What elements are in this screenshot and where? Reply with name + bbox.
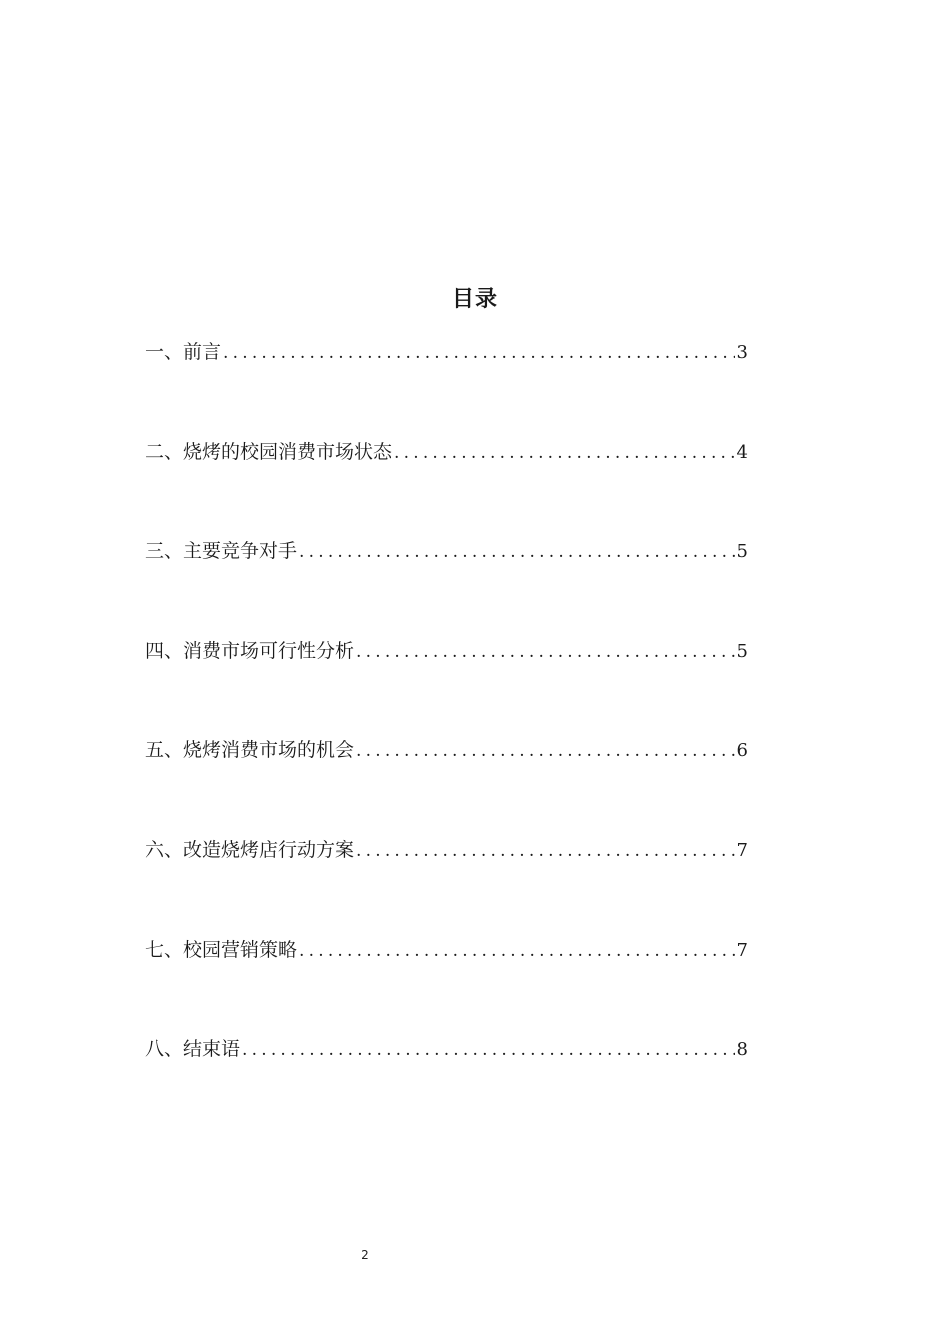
toc-dot-leader (240, 1034, 735, 1066)
toc-dot-leader (297, 935, 735, 967)
toc-entry-label: 四、消费市场可行性分析 (145, 639, 355, 662)
toc-entry-page: 8 (736, 1039, 748, 1061)
toc-entry[interactable] (145, 336, 748, 436)
toc-entry-page: 3 (736, 342, 748, 363)
toc-entry-label: 八、结束语 (145, 1038, 241, 1061)
toc-entry-label: 七、校园营销策略 (145, 938, 298, 961)
toc-entry-page: 7 (736, 939, 748, 961)
toc-dot-leader (354, 636, 735, 668)
toc-entry-page: 5 (736, 640, 748, 662)
toc-entry[interactable] (145, 436, 748, 536)
toc-entry[interactable] (145, 535, 748, 635)
toc-entry[interactable] (145, 734, 748, 834)
toc-dot-leader (392, 437, 735, 469)
toc-dot-leader (297, 536, 735, 568)
toc-entry[interactable] (145, 635, 748, 735)
toc-entry-label: 六、改造烧烤店行动方案 (145, 838, 355, 861)
toc-entry-label: 二、烧烤的校园消费市场状态 (145, 440, 393, 463)
toc-entry-page: 4 (736, 441, 748, 463)
toc-dot-leader (354, 735, 735, 767)
toc-entry-label: 五、烧烤消费市场的机会 (145, 739, 355, 762)
toc-dot-leader (354, 835, 735, 867)
toc-entry-label: 一、前言 (145, 341, 222, 363)
toc-title: 目录 (451, 287, 498, 312)
toc-entry[interactable] (145, 834, 748, 934)
toc-entry-page: 6 (736, 740, 748, 762)
toc-entry-page: 7 (736, 839, 748, 861)
toc-dot-leader (221, 337, 735, 369)
toc-entry[interactable] (145, 934, 748, 1034)
page-number: 2 (361, 1248, 369, 1262)
toc-entry-label: 三、主要竞争对手 (145, 540, 298, 563)
toc-entry-page: 5 (736, 541, 748, 563)
table-of-contents (145, 336, 748, 1133)
toc-entry[interactable] (145, 1033, 748, 1133)
